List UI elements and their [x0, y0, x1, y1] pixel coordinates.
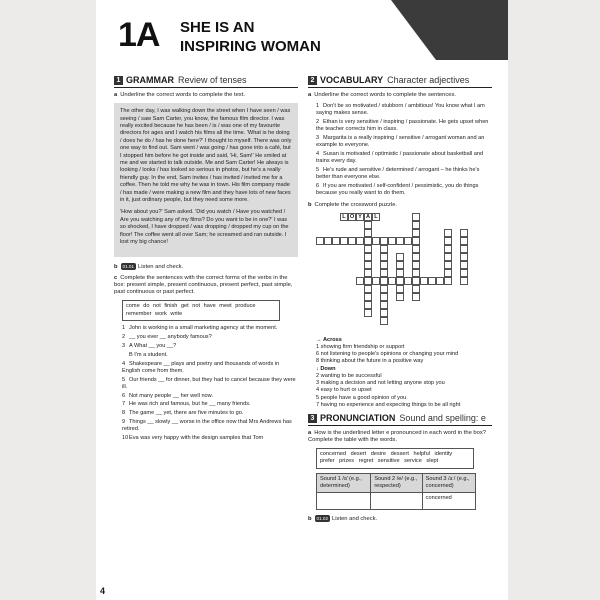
clue: 1 showing firm friendship or support [316, 343, 405, 350]
page-number: 4 [100, 586, 106, 596]
crossword-cell[interactable] [364, 293, 372, 301]
exercise-item [316, 151, 492, 165]
crossword-cell[interactable] [388, 277, 396, 285]
crossword-cell[interactable] [396, 285, 404, 293]
exercise-item [122, 377, 298, 391]
down-heading: ↓ Down [316, 366, 336, 373]
exercise-item [316, 119, 492, 133]
grammar-c-instruction: c Complete the sentences with the correct forms of the verbs in the box: present simple, present continuous, present perfect, past simple, past continuous or past perfect. [114, 274, 293, 296]
crossword-cell[interactable] [460, 237, 468, 245]
exercise-item [316, 167, 492, 181]
crossword-cell[interactable] [364, 261, 372, 269]
crossword-cell[interactable] [364, 229, 372, 237]
crossword-cell[interactable] [364, 301, 372, 309]
crossword-cell[interactable] [364, 253, 372, 261]
item-text[interactable]: B I'm a student. [129, 351, 168, 358]
section-number: 2 [308, 76, 317, 85]
crossword-cell[interactable] [380, 261, 388, 269]
audio-icon[interactable]: 01.02 [316, 515, 329, 521]
crossword-cell[interactable] [444, 261, 452, 269]
clue: 5 people have a good opinion of you [316, 394, 407, 401]
item-number: 1 [316, 103, 320, 110]
instruction-text: Underline the correct words to complete the sentences. [314, 92, 457, 98]
crossword-cell[interactable] [460, 229, 468, 237]
crossword-cell[interactable] [364, 285, 372, 293]
crossword-cell[interactable] [428, 277, 436, 285]
crossword-clues [316, 337, 492, 409]
sound-1-header: Sound 1 /ɪ/ (e.g., determined) [317, 473, 371, 492]
crossword-cell[interactable] [380, 245, 388, 253]
item-number: 8 [122, 410, 126, 417]
verb-box: come do not finish get not have meet produce remember work write [122, 300, 280, 321]
sound-1-cell[interactable] [317, 492, 371, 509]
crossword-cell[interactable] [460, 261, 468, 269]
sound-2-header: Sound 2 /e/ (e.g., respected) [371, 473, 422, 492]
item-text[interactable]: Margarita is a really inspiring / sensitive / arrogant woman and an example to everyone. [316, 135, 485, 149]
story-paragraph-2: 'How about you?' Sam asked. 'Did you watch / Have you watched / Are you watching any of my films? Do you want to be in one?' I was so shocked, I have dropped / was dropping / dropped my cup on the floor! The coffee went all over Sam; he screamed and ran outside. I lost my big chance! [120, 209, 289, 246]
exercise-item [316, 183, 492, 197]
sound-3-cell[interactable]: concerned [422, 492, 475, 509]
crossword-cell[interactable] [412, 213, 420, 221]
crossword-cell[interactable] [364, 221, 372, 229]
crossword-cell[interactable] [364, 269, 372, 277]
exercise-item [316, 135, 492, 149]
crossword-cell[interactable] [364, 309, 372, 317]
grammar-items [114, 325, 298, 442]
crossword-cell[interactable] [420, 277, 428, 285]
crossword-cell[interactable] [356, 237, 364, 245]
clue: 4 easy to hurt or upset [316, 387, 372, 394]
sound-3-header: Sound 3 /ɜː/ (e.g., concerned) [422, 473, 475, 492]
crossword-cell[interactable] [340, 237, 348, 245]
crossword-cell[interactable] [380, 237, 388, 245]
crossword-cell[interactable] [412, 285, 420, 293]
crossword-cell[interactable] [396, 253, 404, 261]
section-number: 3 [308, 414, 317, 423]
crossword-cell[interactable] [444, 245, 452, 253]
item-number: 3 [122, 342, 126, 349]
crossword-cell[interactable] [380, 317, 388, 325]
item-number: 7 [122, 401, 126, 408]
crossword-cell[interactable]: Y [356, 213, 364, 221]
section-subtitle: Sound and spelling: e [399, 412, 486, 423]
item-text[interactable]: John is working in a small marketing agency at the moment. [129, 325, 278, 332]
item-text[interactable]: Not many people __ her well now. [129, 392, 213, 399]
crossword-cell[interactable] [380, 309, 388, 317]
crossword-cell[interactable]: L [340, 213, 348, 221]
vocab-items [308, 103, 492, 197]
item-text[interactable]: The game __ yet, there are five minutes to go. [129, 410, 244, 417]
vocab-header [308, 76, 492, 88]
pron-b-instruction: b 01.02 Listen and check. [308, 515, 378, 522]
crossword-cell[interactable]: L [372, 213, 380, 221]
exercise-item [122, 352, 298, 359]
section-subtitle: Character adjectives [387, 74, 470, 85]
item-text[interactable]: Susan is motivated / optimistic / passionate about basketball and trains every day. [316, 151, 484, 165]
crossword-cell[interactable] [444, 269, 452, 277]
crossword-cell[interactable] [396, 261, 404, 269]
item-text[interactable]: Eva was very happy with the design samples that Tom [129, 434, 264, 441]
item-text[interactable]: Shakespeare __ plays and poetry and thousands of words in English come from them. [122, 360, 280, 374]
clue: 8 thinking about the future in a positive way [316, 358, 424, 365]
left-column [114, 76, 298, 444]
clue: 3 making a decision and not letting anyone stop you [316, 380, 445, 387]
exercise-item [122, 361, 298, 375]
item-number: 2 [122, 334, 126, 341]
crossword-cell[interactable] [436, 277, 444, 285]
crossword-cell[interactable] [460, 269, 468, 277]
exercise-item [122, 435, 298, 442]
crossword-cell[interactable] [412, 245, 420, 253]
crossword-cell[interactable] [460, 277, 468, 285]
unit-number: 1A [118, 16, 160, 54]
grammar-a-instruction: a Underline the correct words to complete the text. [114, 92, 245, 98]
instruction-text: Complete the sentences with the correct forms of the verbs in the box: present simple, present continuous, present perfect, past simple, past continuous or past perfect. [114, 274, 293, 296]
crossword-cell[interactable] [404, 237, 412, 245]
section-name: GRAMMAR [126, 74, 174, 85]
audio-icon[interactable]: 01.01 [122, 263, 135, 269]
crossword-cell[interactable] [372, 277, 380, 285]
crossword-cell[interactable] [372, 237, 380, 245]
item-number: 6 [122, 392, 126, 399]
clue: 2 wanting to be successful [316, 373, 382, 380]
crossword-cell[interactable] [396, 277, 404, 285]
crossword-grid [316, 213, 486, 331]
crossword-cell[interactable] [396, 269, 404, 277]
section-subtitle: Review of tenses [178, 74, 247, 85]
crossword-cell[interactable] [412, 237, 420, 245]
story-paragraph-1: The other day, I was walking down the street when I have seen / was seeing / saw Sam Carter, you know, the famous film director. I was really excited because he has been / is / was one of my favourite directors for ages and I watch his films all the time. 'What is he doing / does he do / has he done here?' I thought to myself. There was only one way to find out. Sam went / was going / has gone into a café, but I stopped him before he got inside and said, 'Hi, Sam!' He smiled at me and we started to talk outside. Me and Sam Carter! He always is looking / looks / has looked so serious in photos, but he's a really friendly guy. In the end, Sam invites / has invited / invited me for a coffee. Then he told me why he was in town. His film company made / has made / were making a new film and they have lots of new faces in it, just ordinary people, but they need some more. [120, 108, 292, 204]
workbook-page [96, 0, 508, 600]
crossword-cell[interactable] [460, 245, 468, 253]
header-band [358, 0, 508, 60]
crossword-cell[interactable] [324, 237, 332, 245]
across-clues [316, 344, 492, 365]
item-text[interactable]: __ you ever __ anybody famous? [129, 334, 212, 341]
story-box [114, 103, 298, 256]
clue: 7 having no experience and expecting things to be all right [316, 401, 461, 408]
crossword-cell[interactable] [396, 293, 404, 301]
grammar-header [114, 76, 298, 88]
section-number: 1 [114, 76, 123, 85]
crossword-cell[interactable] [412, 293, 420, 301]
pron-header [308, 414, 492, 426]
exercise-item [122, 343, 298, 350]
section-name: VOCABULARY [320, 74, 384, 85]
instruction-text: Underline the correct words to complete the text. [120, 92, 245, 98]
crossword-cell[interactable] [412, 221, 420, 229]
crossword-cell[interactable] [380, 269, 388, 277]
item-text[interactable]: He was rich and famous, but he __ many friends. [129, 401, 251, 408]
right-column [308, 76, 492, 527]
vocab-b-instruction: b Complete the crossword puzzle. [308, 201, 398, 208]
item-number: 3 [316, 135, 320, 142]
item-text[interactable]: He's rude and sensitive / determined / arrogant – he thinks he's better than everyone else. [316, 167, 480, 181]
crossword-cell[interactable]: A [365, 213, 371, 220]
exercise-item [122, 334, 298, 341]
crossword-cell[interactable] [380, 285, 388, 293]
instruction-text: Complete the crossword puzzle. [314, 201, 398, 208]
clue: 6 not listening to people's opinions or changing your mind [316, 351, 459, 357]
crossword-cell[interactable] [404, 277, 412, 285]
crossword-cell[interactable] [380, 293, 388, 301]
item-text[interactable]: Ethan is very sensitive / inspiring / passionate. He gets upset when the teacher corrects him in class. [316, 119, 489, 133]
crossword-cell[interactable] [412, 277, 420, 285]
item-text[interactable]: Our friends __ for dinner, but they had to cancel because they were ill. [122, 376, 296, 390]
crossword-cell[interactable] [364, 277, 372, 285]
crossword-cell[interactable] [316, 237, 324, 245]
section-name: PRONUNCIATION [320, 412, 396, 423]
item-number: 5 [122, 376, 126, 383]
item-number: 10 [122, 434, 129, 441]
item-number: 2 [316, 119, 320, 126]
crossword-cell[interactable] [380, 277, 388, 285]
crossword-cell[interactable] [444, 277, 452, 285]
sound-table [316, 473, 476, 510]
crossword-cell[interactable] [412, 269, 420, 277]
item-number: 9 [122, 418, 126, 425]
exercise-item [122, 393, 298, 400]
crossword-cell[interactable] [444, 229, 452, 237]
item-number: 4 [316, 151, 320, 158]
crossword-cell[interactable] [388, 237, 396, 245]
item-text[interactable]: Things __ slowly __ worse in the office now that Mrs Andrews has retired. [122, 418, 292, 433]
crossword-cell[interactable] [412, 261, 420, 269]
crossword-cell[interactable] [460, 253, 468, 261]
instruction-text: Listen and check. [332, 515, 378, 522]
item-number: 4 [122, 360, 126, 367]
item-text[interactable]: A What __ you __? [129, 342, 177, 349]
item-number: 1 [122, 325, 126, 332]
crossword-cell[interactable] [396, 237, 404, 245]
crossword-cell[interactable] [332, 237, 340, 245]
exercise-item [122, 325, 298, 332]
exercise-item [122, 410, 298, 417]
crossword-cell[interactable] [444, 237, 452, 245]
exercise-item [122, 401, 298, 408]
crossword-cell[interactable] [348, 237, 356, 245]
vocab-a-instruction: a Underline the correct words to complete the sentences. [308, 92, 457, 98]
exercise-item [122, 419, 298, 433]
crossword-cell[interactable] [380, 253, 388, 261]
grammar-b-instruction: b 01.01 Listen and check. [114, 263, 184, 270]
crossword-cell[interactable] [364, 237, 372, 245]
item-number: 5 [316, 167, 320, 174]
exercise-item [316, 103, 492, 117]
crossword-cell[interactable] [412, 253, 420, 261]
crossword-cell[interactable] [412, 229, 420, 237]
instruction-text: How is the underlined letter e pronounced in each word in the box? Complete the table with the words. [308, 429, 486, 443]
crossword-cell[interactable] [364, 245, 372, 253]
page-title: SHE IS AN INSPIRING WOMAN [180, 19, 321, 55]
item-number: 6 [316, 183, 320, 190]
pron-word-box: concerned desert desire dessert helpful identity prefer prizes regret sensitive service slept [316, 448, 474, 468]
sound-2-cell[interactable] [371, 492, 422, 509]
crossword-cell[interactable] [356, 277, 364, 285]
crossword-cell[interactable] [380, 301, 388, 309]
across-heading: → Across [316, 336, 342, 343]
instruction-text: Listen and check. [138, 263, 184, 270]
down-clues [316, 373, 492, 408]
crossword-cell[interactable]: O [349, 213, 355, 220]
item-text[interactable]: If you are motivated / self-confident / pessimistic, you do things because you really want to do them. [316, 183, 479, 197]
item-text[interactable]: Don't be so motivated / stubborn / ambitious! You know what I am saying makes sense. [316, 103, 485, 117]
pron-a-instruction: a How is the underlined letter e pronounced in each word in the box? Complete the table with the words. [308, 429, 486, 443]
crossword-cell[interactable] [444, 253, 452, 261]
